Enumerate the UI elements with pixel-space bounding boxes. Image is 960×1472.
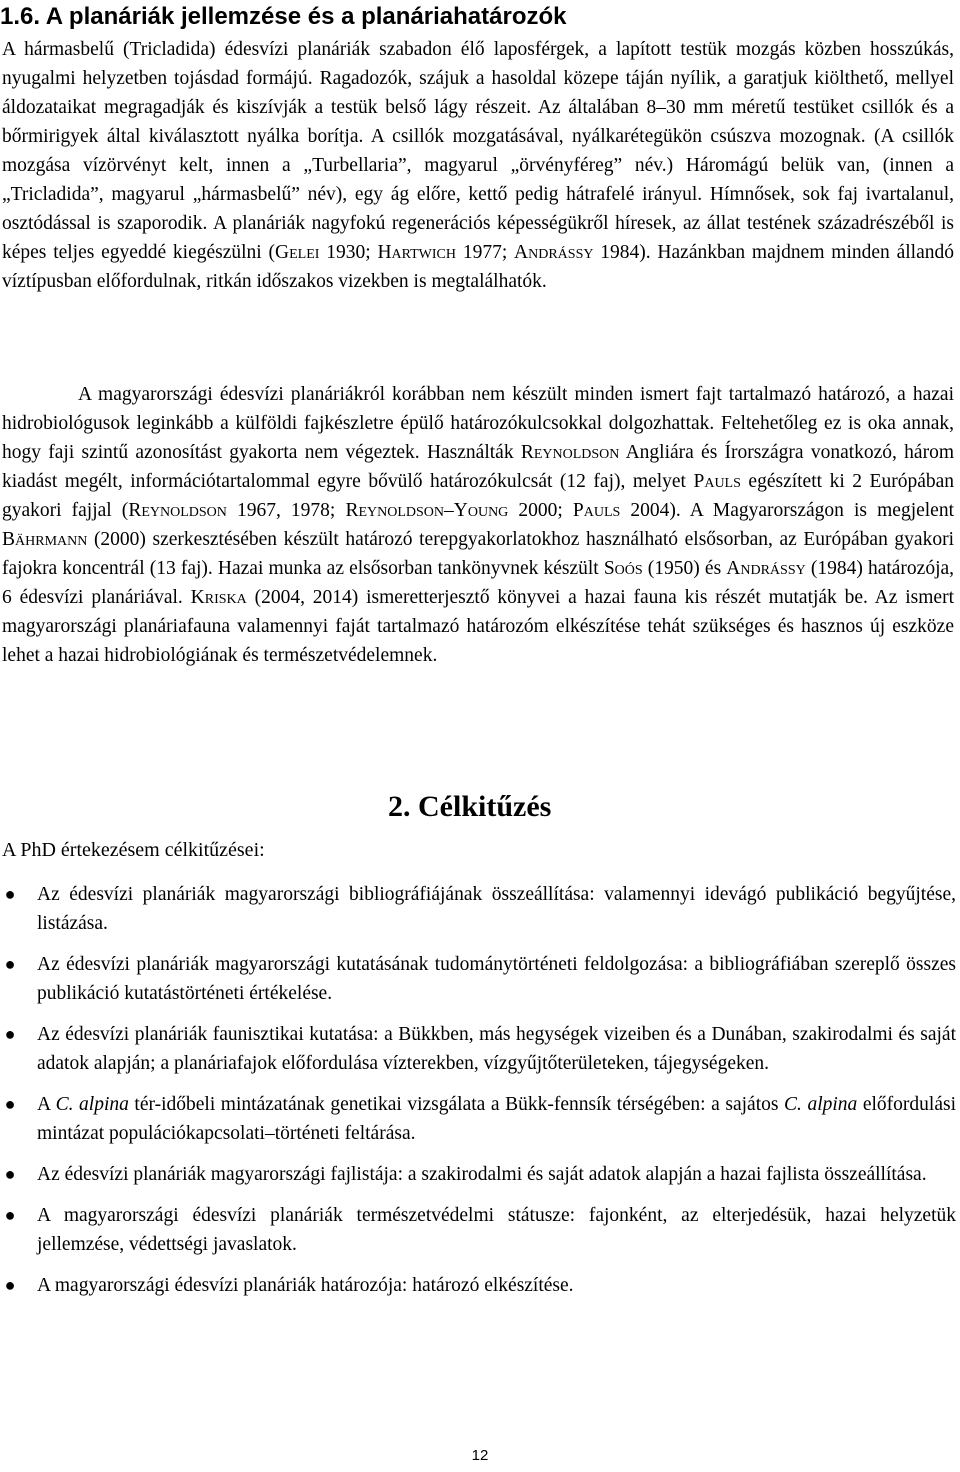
- list-item: [0, 950, 956, 1008]
- section-heading: 1.6. A planáriák jellemzése és a planáriahatározók: [0, 3, 567, 30]
- species-name: C. alpina: [784, 1094, 858, 1115]
- list-item-text: Az édesvízi planáriák magyarországi bibliográfiájának összeállítása: valamennyi idevágó publikáció begyűjtése, listázása.: [37, 884, 956, 934]
- bullet-icon: ●: [4, 954, 16, 974]
- author-citation: Bährmann: [2, 529, 88, 550]
- paragraph-text: 2000;: [508, 500, 573, 521]
- list-item: [0, 1020, 956, 1078]
- author-citation: Hartwich: [377, 242, 457, 263]
- species-name: C. alpina: [55, 1094, 129, 1115]
- paragraph-text: egészített ki 2 Európában gyakori fajjal (: [2, 471, 954, 521]
- list-item-text: A magyarországi édesvízi planáriák határozója: határozó elkészítése.: [37, 1275, 574, 1296]
- objectives-intro: A PhD értekezésem célkitűzései:: [2, 839, 265, 861]
- author-citation: Reynoldson: [128, 500, 227, 521]
- bullet-icon: ●: [4, 1205, 16, 1225]
- list-item-text: előfordulási mintázat populációkapcsolati–történeti feltárása.: [37, 1094, 956, 1144]
- chapter-title: 2. Célkitűzés: [388, 790, 552, 823]
- paragraph-text: (2000) szerkesztésében készült határozó terepgyakorlatokhoz használható elsősorban, az Európában gyakori fajokra koncentrál (13 faj). Hazai munka az elsősorban tankönyvnek készült: [2, 529, 954, 579]
- list-item: [0, 1160, 956, 1189]
- paragraph-text: 1967, 1978;: [226, 500, 346, 521]
- paragraph-text: Angliára és Írországra vonatkozó, három kiadást megélt, információtartalommal egyre bővülő határozókulcsát (12 faj), melyet: [2, 442, 954, 492]
- list-item-text: Az édesvízi planáriák magyarországi fajlistája: a szakirodalmi és saját adatok alapján a hazai fajlista összeállítása.: [37, 1164, 927, 1185]
- paragraph-text: 2004). A Magyarországon is megjelent: [620, 500, 955, 521]
- author-citation: Kriska: [190, 587, 247, 608]
- paragraph-text: (1984) határozója, 6 édesvízi planáriával.: [2, 558, 955, 608]
- list-item: [0, 1201, 956, 1259]
- list-item: [0, 880, 956, 938]
- author-citation: Pauls: [572, 500, 621, 521]
- paragraph-planaria-description: [2, 35, 954, 296]
- objectives-list: [0, 880, 956, 1312]
- paragraph-text: 1930;: [319, 242, 378, 263]
- list-item-text: A: [37, 1094, 56, 1115]
- author-citation: Gelei: [275, 242, 320, 263]
- bullet-icon: ●: [4, 884, 16, 904]
- paragraph-text: A magyarországi édesvízi planáriákról korábban nem készült minden ismert fajt tartalmazó határozó, a hazai hidrobiológusok leginkább a külföldi fajkészletre épülő határozókulcsokkal dolgozhattak. Feltehetőleg ez is oka annak, hogy faji szintű azonosítást gyakorta nem végeztek. Használták: [2, 384, 954, 463]
- bullet-icon: ●: [4, 1094, 16, 1114]
- bullet-icon: ●: [4, 1275, 16, 1295]
- paragraph-text: (1950) és: [642, 558, 727, 579]
- page-number: 12: [471, 1447, 489, 1464]
- author-citation: Reynoldson–Young: [345, 500, 509, 521]
- author-citation: Reynoldson: [520, 442, 620, 463]
- author-citation: Soós: [603, 558, 643, 579]
- list-item-text: tér-időbeli mintázatának genetikai vizsgálata a Bükk-fennsík térségében: a sajátos: [128, 1094, 785, 1115]
- bullet-icon: ●: [4, 1024, 16, 1044]
- list-item-text: Az édesvízi planáriák faunisztikai kutatása: a Bükkben, más hegységek vizeiben és a Dunában, szakirodalmi és saját adatok alapján; a planáriafajok előfordulása vízterekben, vízgyűjtőterületeken, tájegységeken.: [37, 1024, 956, 1074]
- paragraph-text: (2004, 2014) ismeretterjesztő könyvei a hazai fauna kis részét mutatják be. Az ismert magyarországi planáriafauna valamennyi faját tartalmazó határozóm elkészítése tehát szükséges és hasznos új eszköze lehet a hazai hidrobiológiának és természetvédelemnek.: [2, 587, 954, 666]
- paragraph-text: 1984). Hazánkban majdnem minden állandó víztípusban előfordulnak, ritkán időszakos vizekben is megtalálhatók.: [2, 242, 954, 292]
- list-item: [0, 1271, 956, 1300]
- paragraph-text: 1977;: [456, 242, 515, 263]
- author-citation: Andrássy: [514, 242, 594, 263]
- list-item: [0, 1090, 956, 1148]
- paragraph-identification-keys: [2, 380, 954, 670]
- list-item-text: Az édesvízi planáriák magyarországi kutatásának tudománytörténeti feldolgozása: a bibliográfiában szereplő összes publikáció kutatástörténeti értékelése.: [37, 954, 956, 1004]
- author-citation: Andrássy: [726, 558, 806, 579]
- list-item-text: A magyarországi édesvízi planáriák természetvédelmi státusze: fajonként, az elterjedésük, hazai helyzetük jellemzése, védettségi javaslatok.: [37, 1205, 956, 1255]
- bullet-icon: ●: [4, 1164, 16, 1184]
- paragraph-text: A hármasbelű (Tricladida) édesvízi planáriák szabadon élő laposférgek, a lapított testük mozgás közben hosszúkás, nyugalmi helyzetben tojásdad formájú. Ragadozók, szájuk a hasoldal közepe táján nyílik, a garatjuk kiölthető, mellyel áldozataikat megragadják és kiszívják a testük belső lágy részeit. Az általában 8–30 mm méretű testüket csillók és a bőrmirigyek által kiválasztott nyálka borítja. A csillók mozgatásával, nyálkarétegükön csúszva mozognak. (A csillók mozgása vízörvényt kelt, innen a „Turbellaria”, magyarul „örvényféreg” név.) Háromágú belük van, (innen a „Tricladida”, magyarul „hármasbelű” név), egy ág előre, kettő pedig hátrafelé irányul. Hímnősek, sok faj ivartalanul, osztódással is szaporodik. A planáriák nagyfokú regenerációs képességükről híresek, az állat testének századrészéből is képes teljes egyeddé kiegészülni (: [2, 39, 954, 263]
- author-citation: Pauls: [693, 471, 741, 492]
